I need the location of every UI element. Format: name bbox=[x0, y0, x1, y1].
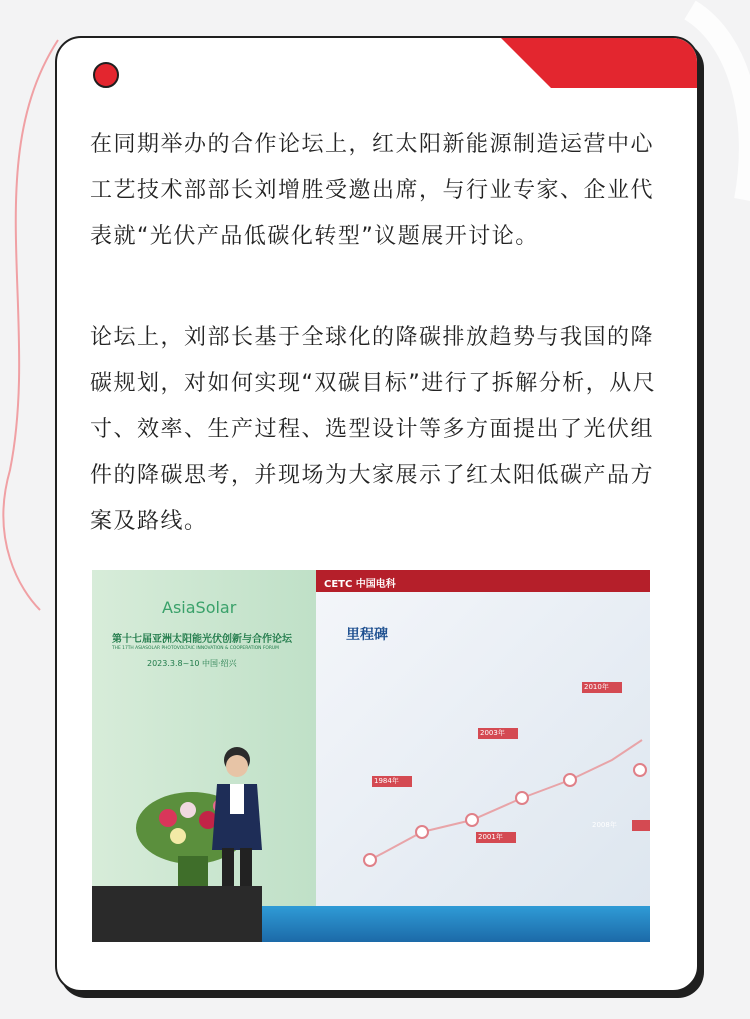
milestone-label: 2010年 bbox=[584, 683, 609, 691]
slide-heading: 里程碑 bbox=[346, 627, 388, 643]
backdrop-logo: AsiaSolar bbox=[162, 598, 237, 617]
event-photo bbox=[92, 570, 650, 942]
milestone-label: 2001年 bbox=[478, 833, 503, 841]
backdrop-title-en: THE 17TH ASIASOLAR PHOTOVOLTAIC INNOVATION & COOPERATION FORUM bbox=[112, 646, 279, 651]
milestone-label: 2003年 bbox=[480, 729, 505, 737]
content-card bbox=[55, 36, 699, 992]
slide-brand: CETC 中国电科 bbox=[324, 579, 396, 590]
paragraph-forum-intro: 在同期举办的合作论坛上，红太阳新能源制造运营中心工艺技术部部长刘增胜受邀出席，与行业专家、企业代表就“光伏产品低碳化转型”议题展开讨论。 bbox=[90, 132, 655, 249]
card-corner-tab bbox=[499, 36, 699, 88]
paragraph-forum-content: 论坛上，刘部长基于全球化的降碳排放趋势与我国的降碳规划，对如何实现“双碳目标”进行了拆解分析，从尺寸、效率、生产过程、选型设计等多方面提出了光伏组件的降碳思考，并现场为大家展示了红太阳低碳产品方案及路线。 bbox=[90, 325, 657, 534]
milestone-label: 2008年 bbox=[592, 821, 617, 829]
backdrop-title-cn: 第十七届亚洲太阳能光伏创新与合作论坛 bbox=[112, 634, 292, 645]
red-dot-icon bbox=[93, 62, 119, 88]
milestone-label: 1984年 bbox=[374, 777, 399, 785]
backdrop-date: 2023.3.8~10 中国·绍兴 bbox=[147, 659, 237, 668]
